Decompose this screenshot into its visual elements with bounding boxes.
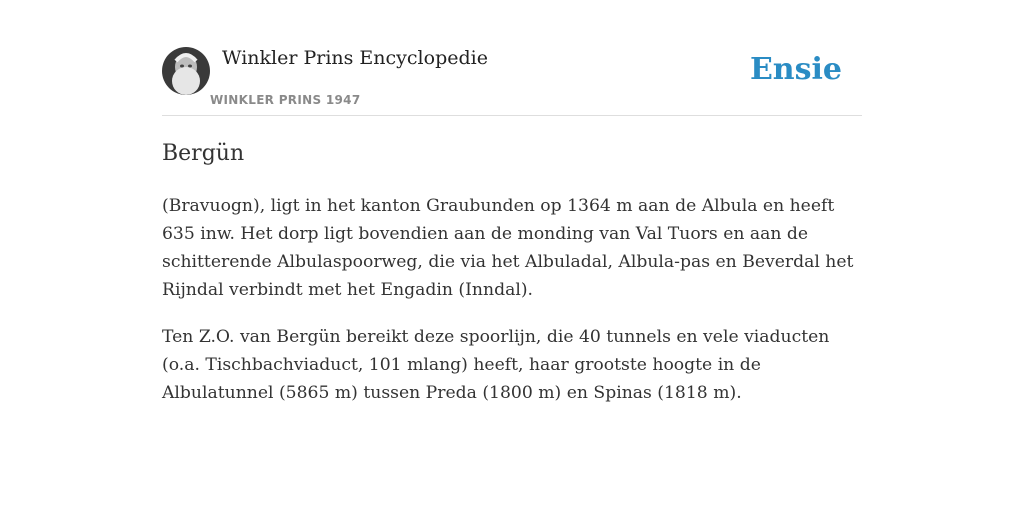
article-title: Bergün	[162, 141, 245, 166]
source-subtitle: WINKLER PRINS 1947	[210, 93, 361, 107]
source-header	[162, 46, 862, 116]
author-portrait-icon[interactable]	[162, 47, 210, 95]
article-paragraph: (Bravuogn), ligt in het kanton Graubunden op 1364 m aan de Albula en heeft 635 inw. Het dorp ligt bovendien aan de monding van Val Tuors en aan de schitterende Albulaspoorweg, die via het Albuladal, Albula-pas en Beverdal het Rijndal verbindt met het Engadin (Inndal).	[162, 196, 854, 300]
ensie-logo[interactable]: Ensie	[749, 52, 842, 87]
source-title[interactable]: Winkler Prins Encyclopedie	[222, 47, 488, 69]
article-paragraph: Ten Z.O. van Bergün bereikt deze spoorlijn, die 40 tunnels en vele viaducten (o.a. Tischbachviaduct, 101 mlang) heeft, haar grootste hoogte in de Albulatunnel (5865 m) tussen Preda (1800 m) en Spinas (1818 m).	[162, 327, 830, 403]
article-body	[162, 192, 864, 426]
